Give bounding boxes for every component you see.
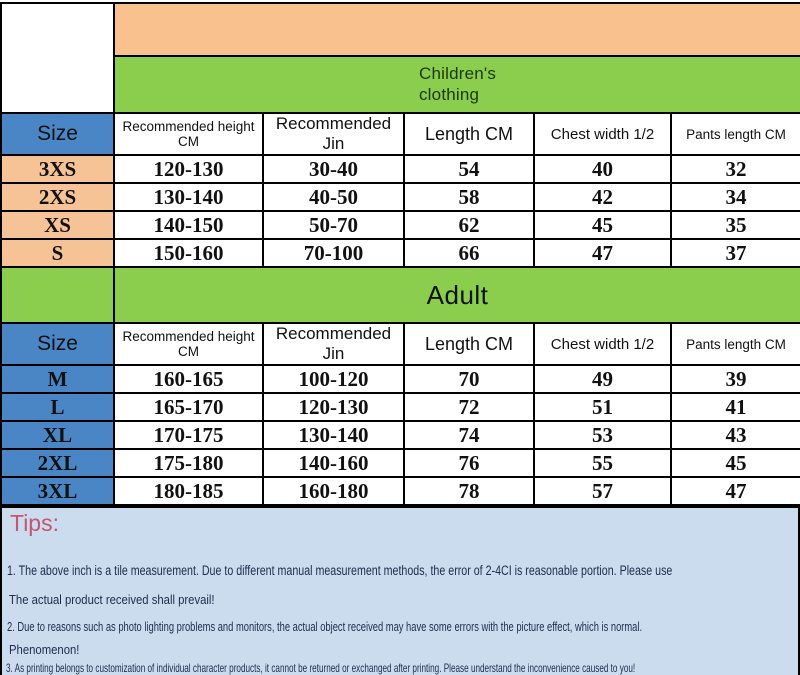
corner-cell <box>1 3 114 113</box>
value-cell: 120-130 <box>263 393 404 421</box>
adult-header-chest: Chest width 1/2 <box>534 323 671 365</box>
children-header-length: Length CM <box>404 113 534 155</box>
value-cell: 170-175 <box>114 421 263 449</box>
children-header-height: Recommended height CM <box>114 113 263 155</box>
value-cell: 35 <box>671 211 800 239</box>
table-row <box>1 155 800 183</box>
value-cell: 62 <box>404 211 534 239</box>
value-cell: 58 <box>404 183 534 211</box>
children-header-size: Size <box>1 113 114 155</box>
value-cell: 32 <box>671 155 800 183</box>
value-cell: 47 <box>671 477 800 505</box>
value-cell: 160-180 <box>263 477 404 505</box>
value-cell: 66 <box>404 239 534 267</box>
tips-line-1: 1. The above inch is a tile measurement. Due to different manual measurement methods, the error of 2-4CI is reasonable portion. Please use <box>7 563 673 578</box>
tips-title: Tips: <box>10 510 59 536</box>
value-cell: 57 <box>534 477 671 505</box>
value-cell: 40-50 <box>263 183 404 211</box>
value-cell: 49 <box>534 365 671 393</box>
size-cell: 3XS <box>1 155 114 183</box>
value-cell: 45 <box>671 449 800 477</box>
size-cell: XS <box>1 211 114 239</box>
value-cell: 43 <box>671 421 800 449</box>
value-cell: 40 <box>534 155 671 183</box>
size-cell: XL <box>1 421 114 449</box>
value-cell: 42 <box>534 183 671 211</box>
size-cell: 2XL <box>1 449 114 477</box>
value-cell: 120-130 <box>114 155 263 183</box>
value-cell: 78 <box>404 477 534 505</box>
value-cell: 30-40 <box>263 155 404 183</box>
value-cell: 51 <box>534 393 671 421</box>
value-cell: 180-185 <box>114 477 263 505</box>
value-cell: 165-170 <box>114 393 263 421</box>
tips-line-4: Phenomenon! <box>9 642 80 657</box>
value-cell: 130-140 <box>263 421 404 449</box>
top-banner <box>114 3 800 56</box>
value-cell: 140-160 <box>263 449 404 477</box>
adult-banner: Adult <box>114 267 800 323</box>
size-table <box>0 2 800 506</box>
table-row <box>1 421 800 449</box>
children-banner-text <box>419 64 496 104</box>
value-cell: 74 <box>404 421 534 449</box>
adult-header-pants: Pants length CM <box>671 323 800 365</box>
value-cell: 55 <box>534 449 671 477</box>
table-row <box>1 183 800 211</box>
value-cell: 54 <box>404 155 534 183</box>
value-cell: 37 <box>671 239 800 267</box>
value-cell: 39 <box>671 365 800 393</box>
tips-line-5: 3. As printing belongs to customization of individual character products, it cannot be returned or exchanged after printing. Please understand the inconvenience caused to you! <box>6 661 636 675</box>
adult-header-height: Recommended height CM <box>114 323 263 365</box>
children-header-jin: Recommended Jin <box>263 113 404 155</box>
value-cell: 34 <box>671 183 800 211</box>
value-cell: 160-165 <box>114 365 263 393</box>
value-cell: 100-120 <box>263 365 404 393</box>
value-cell: 50-70 <box>263 211 404 239</box>
value-cell: 45 <box>534 211 671 239</box>
children-banner <box>114 56 800 113</box>
table-row <box>1 393 800 421</box>
table-row <box>1 239 800 267</box>
value-cell: 70 <box>404 365 534 393</box>
table-row <box>1 449 800 477</box>
tips-line-3: 2. Due to reasons such as photo lighting problems and monitors, the actual object received may have some errors with the picture effect, which is normal. <box>7 619 643 634</box>
adult-banner-left-cell <box>1 267 114 323</box>
value-cell: 76 <box>404 449 534 477</box>
value-cell: 150-160 <box>114 239 263 267</box>
value-cell: 130-140 <box>114 183 263 211</box>
tips-line-2: The actual product received shall prevail! <box>9 592 215 607</box>
size-cell: 3XL <box>1 477 114 505</box>
children-header-chest: Chest width 1/2 <box>534 113 671 155</box>
size-cell: S <box>1 239 114 267</box>
value-cell: 70-100 <box>263 239 404 267</box>
table-row <box>1 365 800 393</box>
size-cell: 2XS <box>1 183 114 211</box>
size-cell: M <box>1 365 114 393</box>
value-cell: 47 <box>534 239 671 267</box>
table-row <box>1 477 800 505</box>
children-header-pants: Pants length CM <box>671 113 800 155</box>
value-cell: 72 <box>404 393 534 421</box>
children-banner-line1: Children's <box>418 64 497 84</box>
tips-section <box>0 506 800 675</box>
value-cell: 53 <box>534 421 671 449</box>
value-cell: 41 <box>671 393 800 421</box>
children-banner-line2: clothing <box>418 84 480 104</box>
adult-header-jin: Recommended Jin <box>263 323 404 365</box>
value-cell: 140-150 <box>114 211 263 239</box>
adult-header-size: Size <box>1 323 114 365</box>
size-cell: L <box>1 393 114 421</box>
value-cell: 175-180 <box>114 449 263 477</box>
adult-header-length: Length CM <box>404 323 534 365</box>
table-row <box>1 211 800 239</box>
